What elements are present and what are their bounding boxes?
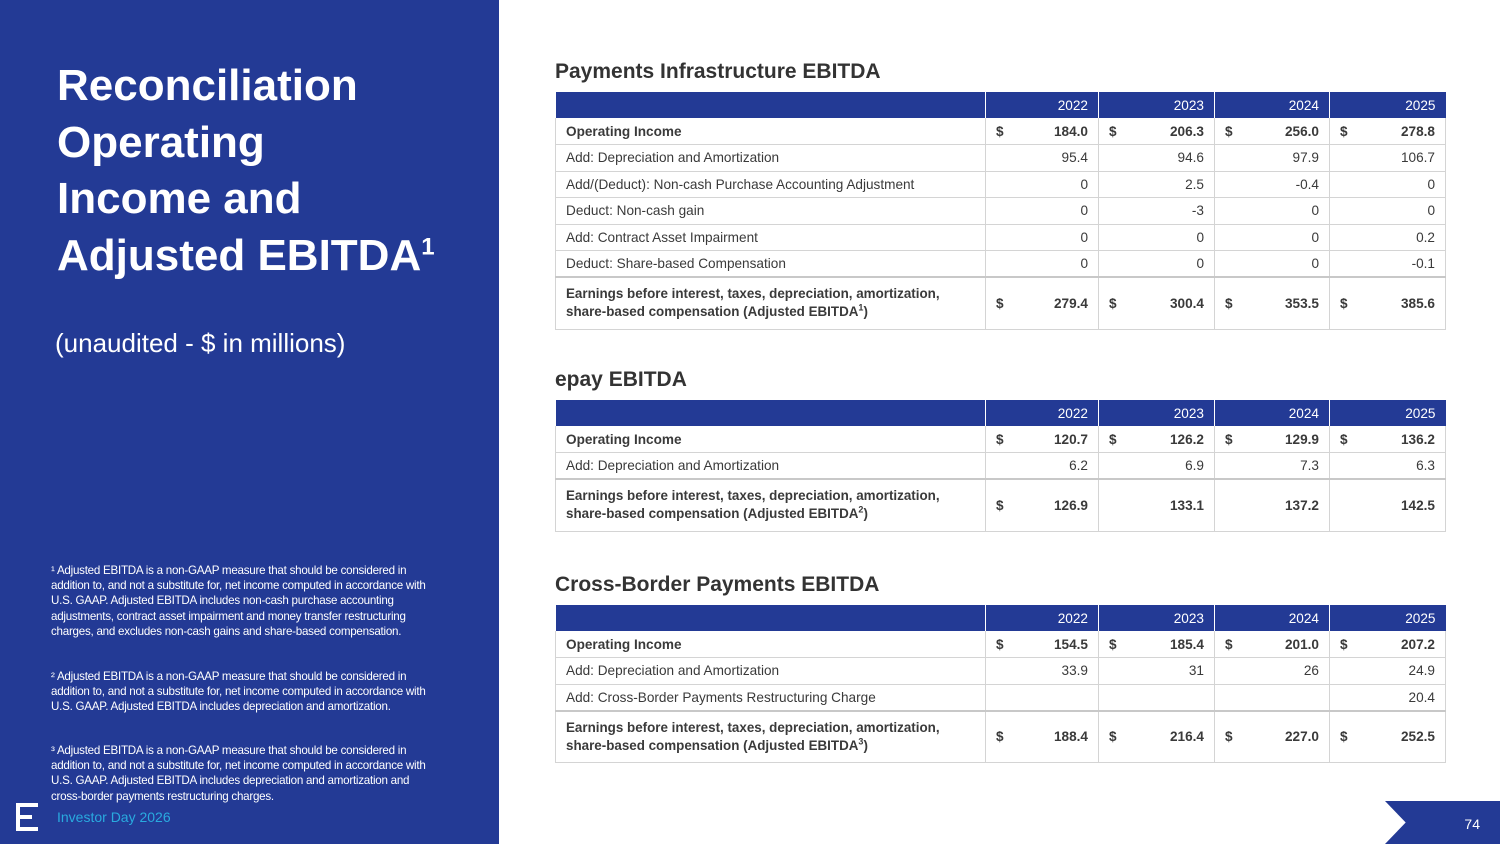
value-cell bbox=[986, 479, 1099, 531]
cell-value: 188.4 bbox=[1053, 729, 1088, 745]
cell-value: 97.9 bbox=[1215, 145, 1330, 172]
cell-value: 20.4 bbox=[1330, 684, 1446, 711]
value-cell bbox=[1099, 711, 1215, 763]
currency-symbol: $ bbox=[1340, 729, 1348, 745]
table-row bbox=[556, 251, 1446, 278]
row-label: Add: Depreciation and Amortization bbox=[556, 145, 986, 172]
row-label: Operating Income bbox=[556, 118, 986, 145]
cell-value: 126.9 bbox=[1053, 497, 1088, 513]
value-cell bbox=[1099, 631, 1215, 658]
total-row bbox=[556, 711, 1446, 763]
header-blank bbox=[556, 605, 986, 631]
row-label: Add: Contract Asset Impairment bbox=[556, 224, 986, 251]
cell-value: 206.3 bbox=[1169, 123, 1204, 139]
cell-value: 0 bbox=[986, 224, 1099, 251]
cell-value: 154.5 bbox=[1053, 636, 1088, 652]
currency-symbol: $ bbox=[1225, 636, 1233, 652]
row-label: Operating Income bbox=[556, 631, 986, 658]
year-header: 2022 bbox=[986, 400, 1099, 426]
cell-value: 0 bbox=[986, 171, 1099, 198]
currency-symbol: $ bbox=[1340, 123, 1348, 139]
year-header: 2023 bbox=[1099, 605, 1215, 631]
year-header: 2025 bbox=[1330, 92, 1446, 118]
table-payments-infrastructure bbox=[555, 92, 1446, 330]
year-header: 2023 bbox=[1099, 92, 1215, 118]
table-row bbox=[556, 118, 1446, 145]
currency-symbol: $ bbox=[1109, 636, 1117, 652]
cell-value: -0.1 bbox=[1330, 251, 1446, 278]
cell-value: -3 bbox=[1099, 198, 1215, 225]
cell-value: 0 bbox=[986, 198, 1099, 225]
cell-value: 120.7 bbox=[1053, 431, 1088, 447]
currency-symbol: $ bbox=[996, 431, 1004, 447]
table-row bbox=[556, 426, 1446, 453]
year-header: 2022 bbox=[986, 605, 1099, 631]
year-header: 2025 bbox=[1330, 400, 1446, 426]
left-panel bbox=[0, 0, 499, 844]
table-row bbox=[556, 198, 1446, 225]
section-title-payments-infrastructure: Payments Infrastructure EBITDA bbox=[555, 60, 881, 83]
cell-value: 184.0 bbox=[1053, 123, 1088, 139]
cell-value: 6.3 bbox=[1330, 453, 1446, 480]
footnote-3: ³ Adjusted EBITDA is a non-GAAP measure that should be considered in addition to, and not a substitute for, net income computed in accordance with U.S. GAAP. Adjusted EBITDA includes depreciation and amortization and cross-border payments restructuring charges. bbox=[51, 744, 426, 803]
cell-value: 137.2 bbox=[1215, 479, 1330, 531]
cell-value: 185.4 bbox=[1169, 636, 1204, 652]
cell-value: 2.5 bbox=[1099, 171, 1215, 198]
year-header: 2024 bbox=[1215, 605, 1330, 631]
currency-symbol: $ bbox=[996, 123, 1004, 139]
cell-value: 256.0 bbox=[1284, 123, 1319, 139]
value-cell bbox=[1215, 426, 1330, 453]
value-cell bbox=[1215, 277, 1330, 329]
title-line: Operating bbox=[57, 117, 265, 167]
table-row bbox=[556, 658, 1446, 685]
page-number-tab bbox=[1385, 801, 1500, 844]
cell-value: 353.5 bbox=[1284, 295, 1319, 311]
footnote-2: ² Adjusted EBITDA is a non-GAAP measure that should be considered in addition to, and not a substitute for, net income computed in accordance with U.S. GAAP. Adjusted EBITDA includes depreciation and amortization. bbox=[51, 670, 426, 714]
currency-symbol: $ bbox=[996, 497, 1004, 513]
row-label: Add: Depreciation and Amortization bbox=[556, 453, 986, 480]
total-row bbox=[556, 277, 1446, 329]
section-title-cross-border: Cross-Border Payments EBITDA bbox=[555, 573, 880, 596]
row-label: Deduct: Share-based Compensation bbox=[556, 251, 986, 278]
value-cell bbox=[986, 631, 1099, 658]
cell-value: 94.6 bbox=[1099, 145, 1215, 172]
value-cell bbox=[1099, 118, 1215, 145]
value-cell bbox=[986, 118, 1099, 145]
table-header-row bbox=[556, 92, 1446, 118]
currency-symbol: $ bbox=[1109, 295, 1117, 311]
year-header: 2024 bbox=[1215, 92, 1330, 118]
slide-subtitle: (unaudited - $ in millions) bbox=[55, 328, 346, 358]
event-brand-label: Investor Day 2026 bbox=[57, 809, 171, 825]
total-label: Earnings before interest, taxes, depreciation, amortization, share-based compensation (Adjusted EBITDA$^2$) bbox=[556, 479, 986, 531]
title-line: Adjusted EBITDA bbox=[57, 230, 422, 280]
table-cross-border bbox=[555, 605, 1446, 763]
cell-value: 227.0 bbox=[1284, 729, 1319, 745]
table-row bbox=[556, 631, 1446, 658]
cell-value: 252.5 bbox=[1400, 729, 1435, 745]
cell-value bbox=[986, 684, 1099, 711]
cell-value: 95.4 bbox=[986, 145, 1099, 172]
slide-title bbox=[57, 58, 477, 284]
cell-value: 0 bbox=[1215, 251, 1330, 278]
row-label: Add: Cross-Border Payments Restructuring Charge bbox=[556, 684, 986, 711]
currency-symbol: $ bbox=[1225, 123, 1233, 139]
cell-value: -0.4 bbox=[1215, 171, 1330, 198]
cell-value: 385.6 bbox=[1400, 295, 1435, 311]
table-row bbox=[556, 453, 1446, 480]
currency-symbol: $ bbox=[996, 636, 1004, 652]
cell-value: 0 bbox=[1099, 224, 1215, 251]
table-epay bbox=[555, 400, 1446, 532]
value-cell bbox=[1099, 277, 1215, 329]
row-label: Add: Depreciation and Amortization bbox=[556, 658, 986, 685]
company-logo-icon bbox=[16, 803, 38, 831]
currency-symbol: $ bbox=[1340, 636, 1348, 652]
table-header-row bbox=[556, 605, 1446, 631]
cell-value bbox=[1215, 684, 1330, 711]
currency-symbol: $ bbox=[1340, 431, 1348, 447]
row-label: Add/(Deduct): Non-cash Purchase Accounting Adjustment bbox=[556, 171, 986, 198]
cell-value: 129.9 bbox=[1284, 431, 1319, 447]
cell-value: 126.2 bbox=[1169, 431, 1204, 447]
cell-value: 31 bbox=[1099, 658, 1215, 685]
cell-value: 33.9 bbox=[986, 658, 1099, 685]
cell-value: 0 bbox=[1215, 224, 1330, 251]
cell-value: 0 bbox=[1330, 171, 1446, 198]
value-cell bbox=[1215, 711, 1330, 763]
row-label: Operating Income bbox=[556, 426, 986, 453]
currency-symbol: $ bbox=[1109, 123, 1117, 139]
year-header: 2022 bbox=[986, 92, 1099, 118]
cell-value: 201.0 bbox=[1284, 636, 1319, 652]
cell-value: 0 bbox=[1215, 198, 1330, 225]
table-row bbox=[556, 145, 1446, 172]
cell-value: 142.5 bbox=[1330, 479, 1446, 531]
currency-symbol: $ bbox=[1109, 431, 1117, 447]
title-line: Income and bbox=[57, 174, 302, 223]
title-line: Reconciliation bbox=[57, 61, 358, 110]
cell-value: 0.2 bbox=[1330, 224, 1446, 251]
value-cell bbox=[986, 277, 1099, 329]
value-cell bbox=[986, 426, 1099, 453]
value-cell bbox=[1215, 631, 1330, 658]
year-header: 2025 bbox=[1330, 605, 1446, 631]
currency-symbol: $ bbox=[996, 295, 1004, 311]
table-row bbox=[556, 171, 1446, 198]
cell-value: 0 bbox=[1330, 198, 1446, 225]
header-blank bbox=[556, 92, 986, 118]
total-row bbox=[556, 479, 1446, 531]
cell-value: 279.4 bbox=[1053, 295, 1088, 311]
value-cell bbox=[986, 711, 1099, 763]
currency-symbol: $ bbox=[996, 729, 1004, 745]
currency-symbol: $ bbox=[1225, 431, 1233, 447]
total-label: Earnings before interest, taxes, depreciation, amortization, share-based compensation (Adjusted EBITDA$^3$) bbox=[556, 711, 986, 763]
section-title-epay: epay EBITDA bbox=[555, 368, 687, 391]
value-cell bbox=[1330, 426, 1446, 453]
cell-value: 136.2 bbox=[1400, 431, 1435, 447]
cell-value: 6.2 bbox=[986, 453, 1099, 480]
value-cell bbox=[1330, 631, 1446, 658]
row-label: Deduct: Non-cash gain bbox=[556, 198, 986, 225]
value-cell bbox=[1330, 711, 1446, 763]
cell-value: 0 bbox=[986, 251, 1099, 278]
cell-value: 278.8 bbox=[1400, 123, 1435, 139]
cell-value: 207.2 bbox=[1400, 636, 1435, 652]
value-cell bbox=[1215, 118, 1330, 145]
value-cell bbox=[1099, 426, 1215, 453]
cell-value: 26 bbox=[1215, 658, 1330, 685]
year-header: 2023 bbox=[1099, 400, 1215, 426]
header-blank bbox=[556, 400, 986, 426]
value-cell bbox=[1330, 118, 1446, 145]
currency-symbol: $ bbox=[1225, 295, 1233, 311]
page-number: 74 bbox=[1464, 816, 1480, 832]
table-row bbox=[556, 684, 1446, 711]
cell-value: 7.3 bbox=[1215, 453, 1330, 480]
cell-value: 216.4 bbox=[1169, 729, 1204, 745]
value-cell bbox=[1330, 277, 1446, 329]
title-footnote-mark: 1 bbox=[421, 232, 435, 260]
cell-value: 0 bbox=[1099, 251, 1215, 278]
cell-value bbox=[1099, 684, 1215, 711]
currency-symbol: $ bbox=[1225, 729, 1233, 745]
cell-value: 133.1 bbox=[1099, 479, 1215, 531]
cell-value: 6.9 bbox=[1099, 453, 1215, 480]
table-header-row bbox=[556, 400, 1446, 426]
table-row bbox=[556, 224, 1446, 251]
footnote-1: ¹ Adjusted EBITDA is a non-GAAP measure that should be considered in addition to, and not a substitute for, net income computed in accordance with U.S. GAAP. Adjusted EBITDA includes non-cash purchase accounting adjustments, contract asset impairment and money transfer restructuring charges, and excludes non-cash gains and share-based compensation. bbox=[51, 564, 426, 638]
cell-value: 106.7 bbox=[1330, 145, 1446, 172]
cell-value: 24.9 bbox=[1330, 658, 1446, 685]
currency-symbol: $ bbox=[1340, 295, 1348, 311]
year-header: 2024 bbox=[1215, 400, 1330, 426]
currency-symbol: $ bbox=[1109, 729, 1117, 745]
total-label: Earnings before interest, taxes, depreciation, amortization, share-based compensation (Adjusted EBITDA$^1$) bbox=[556, 277, 986, 329]
cell-value: 300.4 bbox=[1169, 295, 1204, 311]
